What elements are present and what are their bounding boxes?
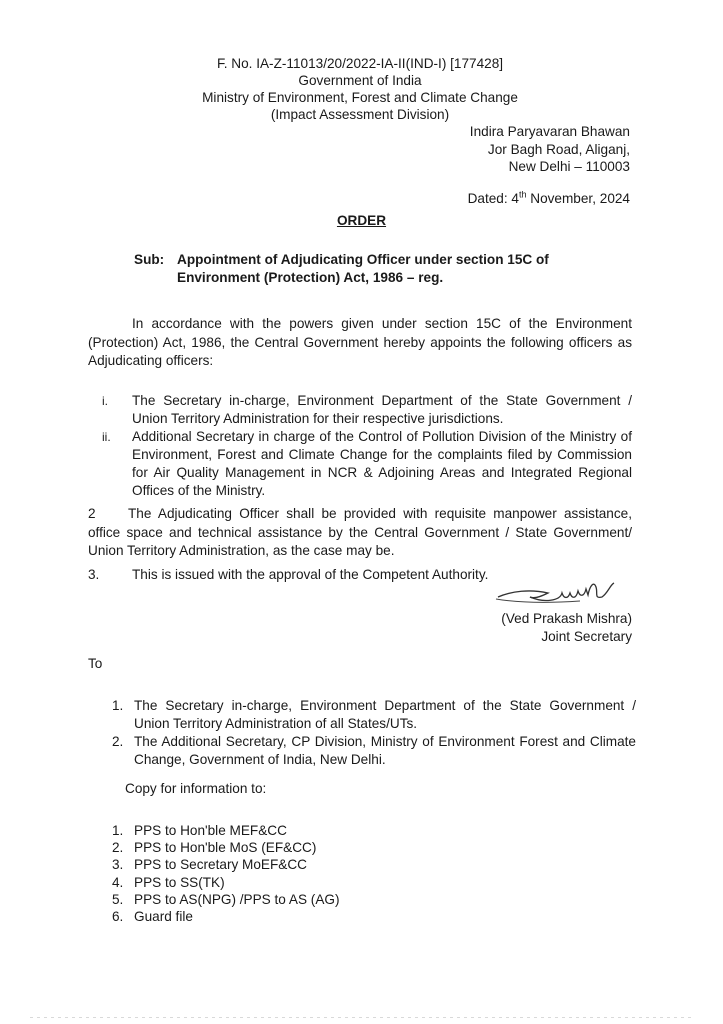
subject-block <box>134 251 632 287</box>
list-item <box>112 697 636 732</box>
list-item <box>88 392 632 428</box>
copy-list <box>112 822 636 925</box>
list-marker: 4. <box>112 874 124 890</box>
list-item-text: Additional Secretary in charge of the Control of Pollution Division of the Ministry of Environment, Forest and Climate Change for the complaints filed by Commission for Air Quality Management in NCR & Adjoining Areas and Integrated Regional Offices of the Ministry. <box>132 429 632 498</box>
list-marker: ii. <box>102 430 111 444</box>
paragraph-text: In accordance with the powers given under section 15C of the Environment (Protection) Act, 1986, the Central Government hereby appoints the following officers as Adjudicating officers: <box>88 316 632 368</box>
recipients-list <box>112 697 636 769</box>
list-item-text: The Secretary in-charge, Environment Department of the State Government / Union Territory Administration of all States/UTs. <box>134 698 636 731</box>
date-prefix: Dated: 4 <box>467 191 519 206</box>
list-item <box>112 822 636 839</box>
list-marker: 5. <box>112 891 124 907</box>
date-rest: November, 2024 <box>526 191 630 206</box>
officers-list <box>88 392 632 500</box>
page-title: ORDER <box>336 213 387 228</box>
list-marker: i. <box>102 394 108 408</box>
government-name: Government of India <box>298 73 422 88</box>
list-item-text: The Additional Secretary, CP Division, Ministry of Environment Forest and Climate Change, Government of India, New Delhi. <box>134 734 636 767</box>
list-item-text: PPS to Hon'ble MEF&CC <box>134 823 287 838</box>
list-item <box>112 908 636 925</box>
list-item-text: PPS to SS(TK) <box>134 874 225 890</box>
subject-line: Environment (Protection) Act, 1986 – reg. <box>177 270 444 285</box>
date-ordinal: th <box>518 189 527 200</box>
ministry-name: Ministry of Environment, Forest and Climate Change <box>202 90 518 105</box>
list-item <box>112 733 636 768</box>
file-number: F. No. IA-Z-11013/20/2022-IA-II(IND-I) [177428] <box>216 56 504 71</box>
list-marker: 1. <box>112 698 124 713</box>
paragraph-1 <box>88 315 632 371</box>
paragraph-number: 2 <box>88 506 96 521</box>
list-item-text: PPS to AS(NPG) /PPS to AS (AG) <box>134 891 340 907</box>
paragraph-text: This is issued with the approval of the Competent Authority. <box>132 567 489 582</box>
paragraph-text: The Adjudicating Officer shall be provided with requisite manpower assistance, office space and technical assistance by the Central Government / State Government/ Union Territory Administration, as the case may be. <box>88 506 632 558</box>
list-marker: 1. <box>112 823 124 838</box>
scan-artifact-line <box>30 1017 693 1018</box>
list-item <box>112 856 636 873</box>
signatory-block <box>501 610 632 646</box>
list-marker: 6. <box>112 909 124 925</box>
address-line: Indira Paryavaran Bhawan <box>469 124 630 139</box>
subject-label: Sub: <box>134 252 165 267</box>
list-item-text: PPS to Secretary MoEF&CC <box>134 857 307 873</box>
handwritten-signature <box>490 575 630 609</box>
date-line <box>468 190 630 207</box>
to-label: To <box>88 656 103 671</box>
division-name: (Impact Assessment Division) <box>270 107 450 122</box>
paragraph-2 <box>88 505 632 561</box>
list-marker: 2. <box>112 840 124 856</box>
address-line: New Delhi – 110003 <box>508 159 630 174</box>
office-address <box>470 123 630 176</box>
copy-label: Copy for information to: <box>125 781 267 796</box>
document-header <box>150 55 570 123</box>
list-marker: 3. <box>112 857 124 873</box>
signatory-name: (Ved Prakash Mishra) <box>501 611 632 626</box>
signatory-designation: Joint Secretary <box>541 629 632 644</box>
indent <box>88 316 132 331</box>
subject-line: Appointment of Adjudicating Officer under section 15C of <box>177 252 549 267</box>
list-item <box>112 839 636 856</box>
list-item <box>88 428 632 500</box>
list-item-text: The Secretary in-charge, Environment Department of the State Government / Union Territory Administration for their respective jurisdictions. <box>132 393 632 426</box>
list-item <box>112 874 636 891</box>
list-item <box>112 891 636 908</box>
paragraph-number: 3. <box>88 567 100 582</box>
list-marker: 2. <box>112 734 124 749</box>
address-line: Jor Bagh Road, Aliganj, <box>487 141 630 157</box>
list-item-text: Guard file <box>134 909 193 925</box>
list-item-text: PPS to Hon'ble MoS (EF&CC) <box>134 840 317 856</box>
